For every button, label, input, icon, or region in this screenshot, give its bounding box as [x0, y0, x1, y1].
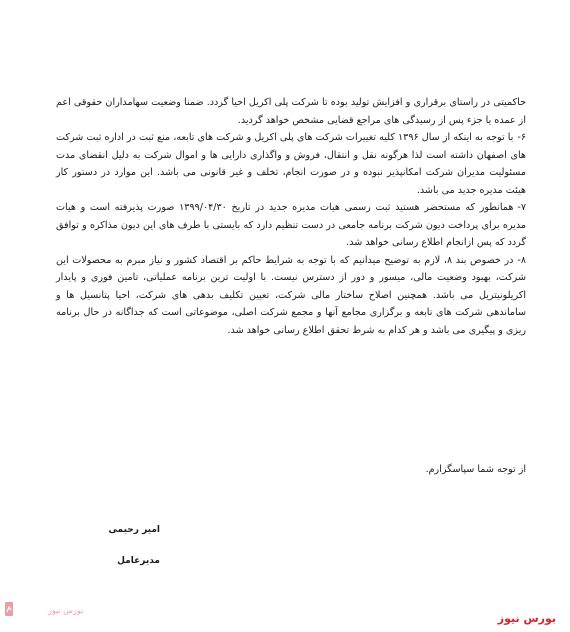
item-number: ۷- [517, 202, 526, 213]
opening-paragraph: حاکمیتی در راستای برقراری و افزایش تولید بوده تا شرکت پلی اکریل احیا گردد. ضمنا وضعیت سهامداران حقوقی اعم از عمده یا جزء پس از رسیدگی های مراجع قضایی مشخص خواهد گردید. [56, 97, 526, 126]
signatory-title: مدیرعامل [117, 556, 160, 566]
closing-line: از توجه شما سپاسگزارم. [425, 464, 526, 475]
brand-logo-text: بورس نیوز [497, 612, 556, 625]
item-text: با توجه به اینکه از سال ۱۳۹۶ کلیه تغییرات شرکت های پلی اکریل و شرکت های تابعه، منع ثبت در اداره ثبت شرکت های اصفهان داشته است لذا هرگونه نقل و انتقال، فروش و واگذاری دارایی ها و اموال شرکت به دلیل انقضای مدت مسئولیت مدیران شرکت امکانپذیر نبوده و در صورت انجام، تخلف و غیر قانونی می باشد. این موارد در دستور کار هیئت مدیره جدید می باشد. [56, 132, 526, 196]
item-text: در خصوص بند ۸، لازم به توضیح میدانیم که با توجه به شرایط حاکم بر اقتصاد کشور و نیاز مبرم به محصولات این شرکت، بهبود وضعیت مالی، میسور و دور از دسترس نیست. با اولیت ترین برنامه عملیاتی، تامین فوری و پایدار اکریلونیتریل می باشد. همچنین اصلاح ساختار مالی شرکت، تعیین تکلیف بدهی های شرکت، احیا پتانسیل ها و ساماندهی شرکت های تابعه و برگزاری مجامع آنها و مجمع شرکت اصلی، موضوعاتی است که جداگانه در حال برنامه ریزی و پیگیری می باشد و هر کدام به شرط تحقق اطلاع رسانی خواهد شد. [56, 254, 526, 336]
item-number: ۶- [517, 132, 526, 143]
watermark-logo [4, 598, 84, 620]
list-item-7 [56, 199, 526, 252]
item-number: ۸- [517, 254, 526, 266]
list-item-6 [56, 129, 526, 199]
watermark-text: بورس نیوز [48, 606, 84, 615]
list-item-8 [56, 252, 526, 340]
item-text: همانطور که مستحضر هستید ثبت رسمی هیات مدیره جدید در تاریخ ۱۳۹۹/۰۴/۳۰ صورت پذیرفته است و هیات مدیره برای پرداخت دیون شرکت برنامه جامعی در دست تنظیم دارد که بایستی با طرف های این دیون مذاکره و توافق گردد که پس ازانجام اطلاع رسانی خواهد شد. [56, 202, 526, 248]
signatory-name: امیر رحیمی [108, 525, 160, 535]
letter-body [56, 94, 526, 339]
watermark-mark [5, 602, 13, 616]
